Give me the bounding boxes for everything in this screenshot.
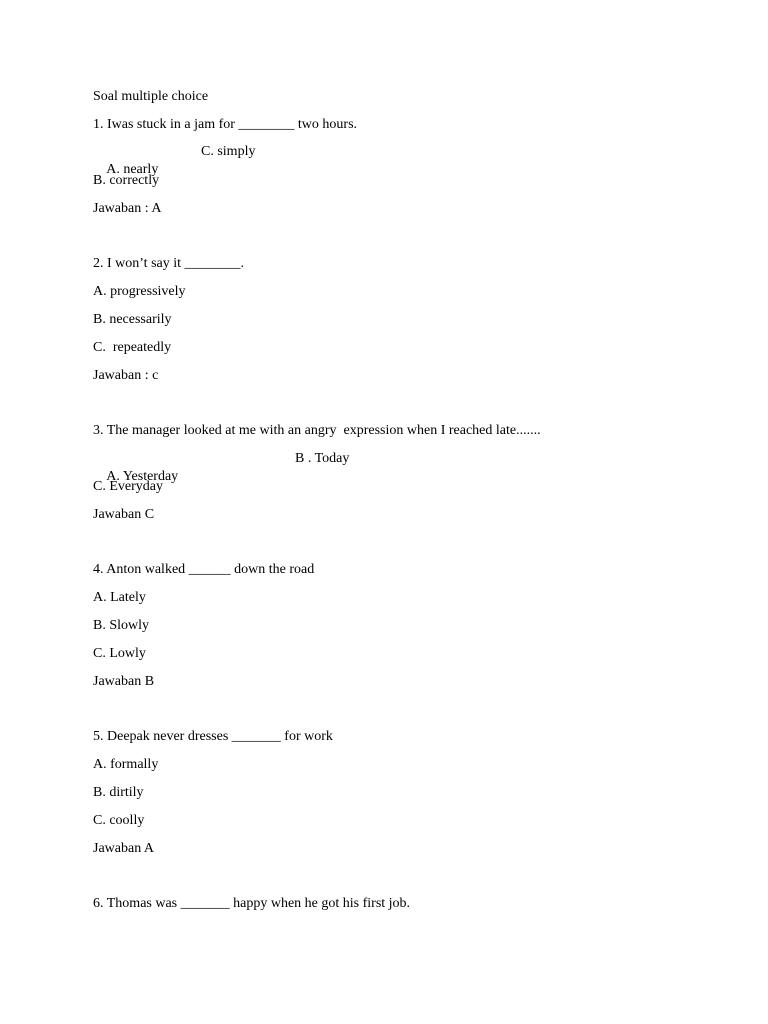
- question-5-prompt: 5. Deepak never dresses _______ for work: [93, 729, 333, 744]
- question-4-option-b: B. Slowly: [93, 618, 150, 633]
- question-4-answer: Jawaban B: [93, 674, 155, 689]
- question-1-option-c: C. simply: [201, 144, 256, 159]
- question-3-option-a: A. Yesterday: [106, 469, 179, 484]
- question-5-option-b: B. dirtily: [93, 785, 144, 800]
- question-2-answer: Jawaban : c: [93, 368, 159, 383]
- question-4-option-c: C. Lowly: [93, 646, 146, 661]
- question-1-option-a: A. nearly: [106, 162, 159, 177]
- document-heading: Soal multiple choice: [93, 89, 209, 104]
- question-4-option-a: A. Lately: [93, 590, 146, 605]
- question-2-option-c: C. repeatedly: [93, 340, 172, 355]
- question-5-option-c: C. coolly: [93, 813, 145, 828]
- question-6-prompt: 6. Thomas was _______ happy when he got his first job.: [93, 896, 411, 911]
- question-3-prompt: 3. The manager looked at me with an angry expression when I reached late.......: [93, 423, 541, 438]
- question-5-option-a: A. formally: [93, 757, 159, 772]
- question-3-answer: Jawaban C: [93, 507, 155, 522]
- question-2-option-a: A. progressively: [93, 284, 186, 299]
- question-4-prompt: 4. Anton walked ______ down the road: [93, 562, 315, 577]
- question-2-prompt: 2. I won’t say it ________.: [93, 256, 245, 271]
- question-1-prompt: 1. Iwas stuck in a jam for ________ two hours.: [93, 117, 358, 132]
- question-3-option-c: C. Everyday: [93, 479, 163, 494]
- question-1-option-b: B. correctly: [93, 173, 160, 188]
- question-5-answer: Jawaban A: [93, 841, 155, 856]
- question-2-option-b: B. necessarily: [93, 312, 172, 327]
- question-1-answer: Jawaban : A: [93, 201, 162, 216]
- question-3-option-b: B . Today: [295, 451, 350, 466]
